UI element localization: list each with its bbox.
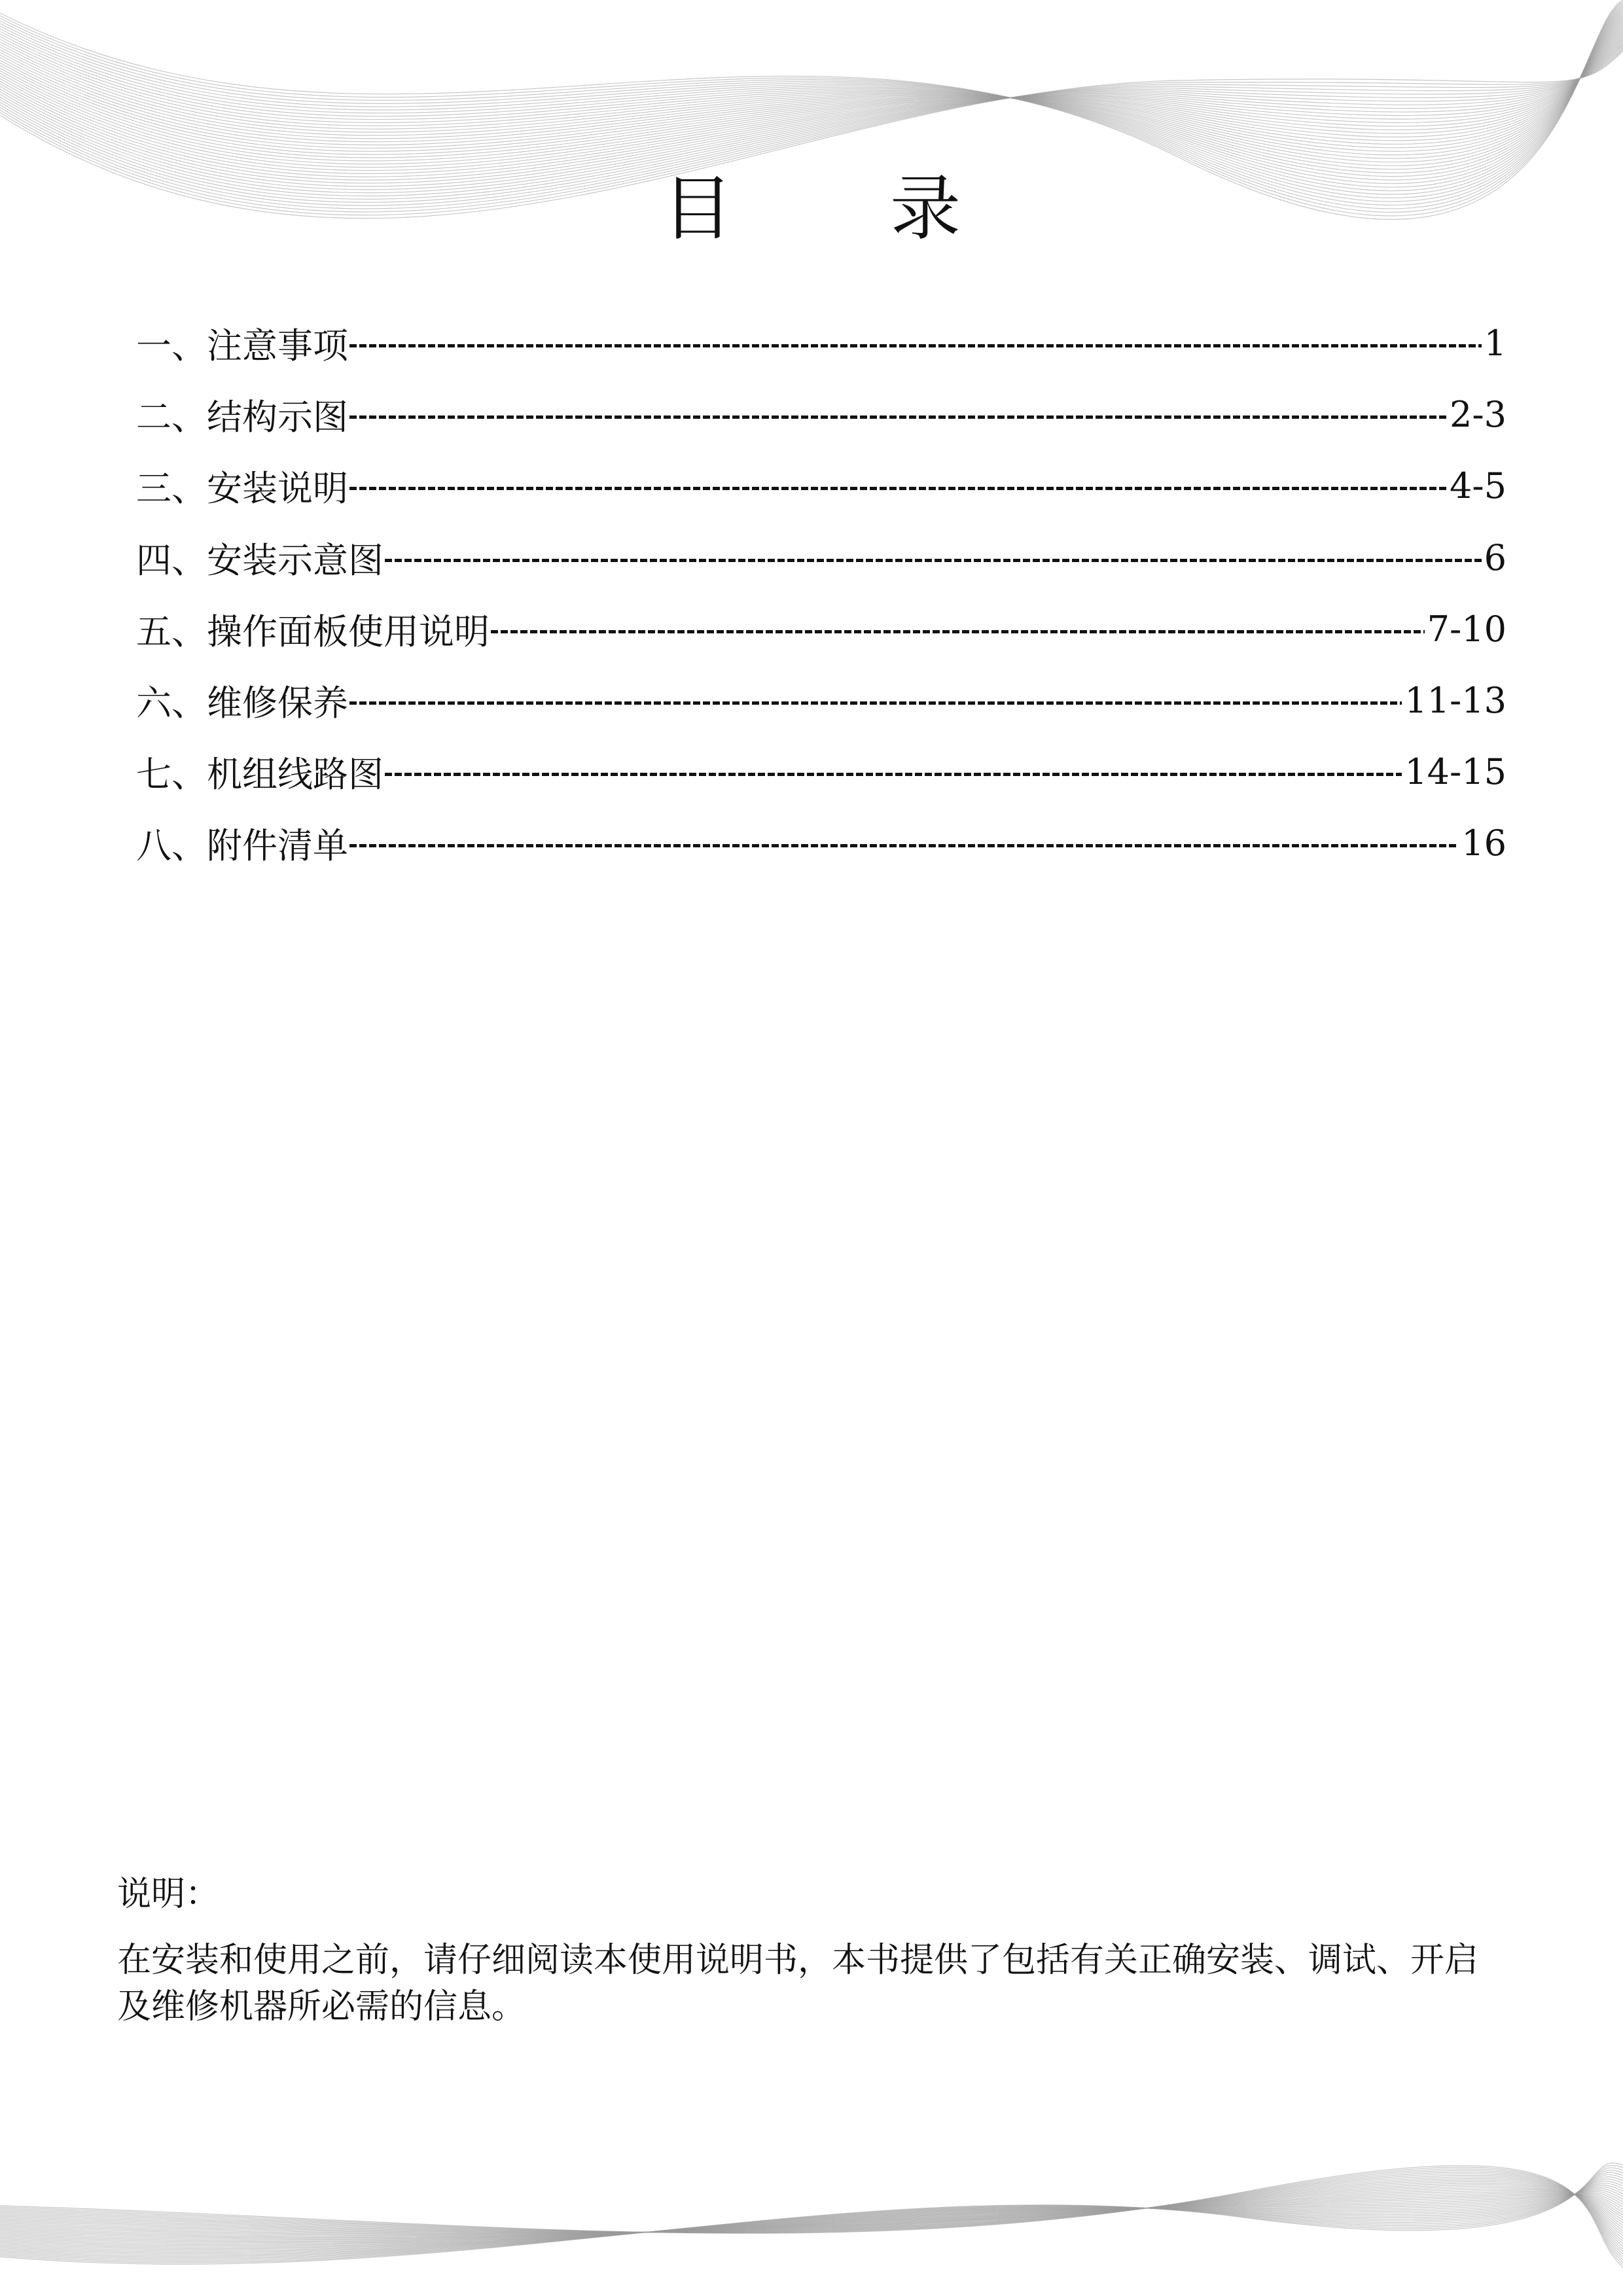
toc-leader bbox=[349, 701, 1402, 705]
toc-page: 16 bbox=[1461, 822, 1507, 864]
toc-page: 2-3 bbox=[1450, 394, 1507, 436]
toc-page: 11-13 bbox=[1404, 680, 1507, 722]
toc-entry[interactable] bbox=[136, 807, 1507, 879]
toc-entry[interactable] bbox=[136, 522, 1507, 593]
toc-label: 八、附件清单 bbox=[136, 825, 348, 867]
toc-page: 7-10 bbox=[1427, 608, 1507, 650]
toc-leader bbox=[491, 630, 1425, 633]
toc-label: 五、操作面板使用说明 bbox=[136, 610, 490, 652]
wave-line bbox=[0, 27, 1623, 161]
toc-label: 七、机组线路图 bbox=[136, 754, 383, 796]
wave-line bbox=[0, 2170, 1623, 2261]
toc-entry[interactable] bbox=[136, 593, 1507, 665]
note-body: 在安装和使用之前，请仔细阅读本使用说明书，本书提供了包括有关正确安装、调试、开启及维修机器所必需的信息。 bbox=[117, 1941, 1479, 2026]
toc-leader bbox=[349, 487, 1447, 490]
page-title bbox=[0, 152, 1623, 253]
toc-label: 二、结构示图 bbox=[136, 397, 348, 438]
toc-page: 4-5 bbox=[1450, 465, 1507, 507]
toc-leader bbox=[349, 344, 1482, 347]
toc-entry[interactable] bbox=[136, 308, 1507, 379]
toc-label: 六、维修保养 bbox=[136, 682, 348, 724]
toc-leader bbox=[349, 415, 1447, 419]
toc-page: 1 bbox=[1484, 323, 1507, 364]
toc-entry[interactable] bbox=[136, 736, 1507, 807]
wave-line bbox=[0, 30, 1623, 168]
title-char-1: 目 bbox=[662, 168, 733, 250]
note-title: 说明： bbox=[117, 1875, 220, 1914]
toc-label: 四、安装示意图 bbox=[136, 539, 383, 581]
toc-entry[interactable] bbox=[136, 665, 1507, 736]
toc-leader bbox=[349, 844, 1459, 847]
toc-page: 14-15 bbox=[1404, 751, 1507, 793]
toc-label: 一、注意事项 bbox=[136, 325, 348, 367]
note-section bbox=[117, 1866, 1505, 2030]
toc-leader bbox=[385, 773, 1402, 776]
title-char-2: 录 bbox=[890, 168, 961, 250]
toc-entry[interactable] bbox=[136, 379, 1507, 450]
toc-entry[interactable] bbox=[136, 450, 1507, 521]
decorative-wave-bottom bbox=[0, 2126, 1623, 2296]
toc-label: 三、安装说明 bbox=[136, 468, 348, 510]
toc-leader bbox=[385, 559, 1482, 562]
toc-page: 6 bbox=[1484, 537, 1507, 578]
table-of-contents bbox=[136, 308, 1507, 879]
